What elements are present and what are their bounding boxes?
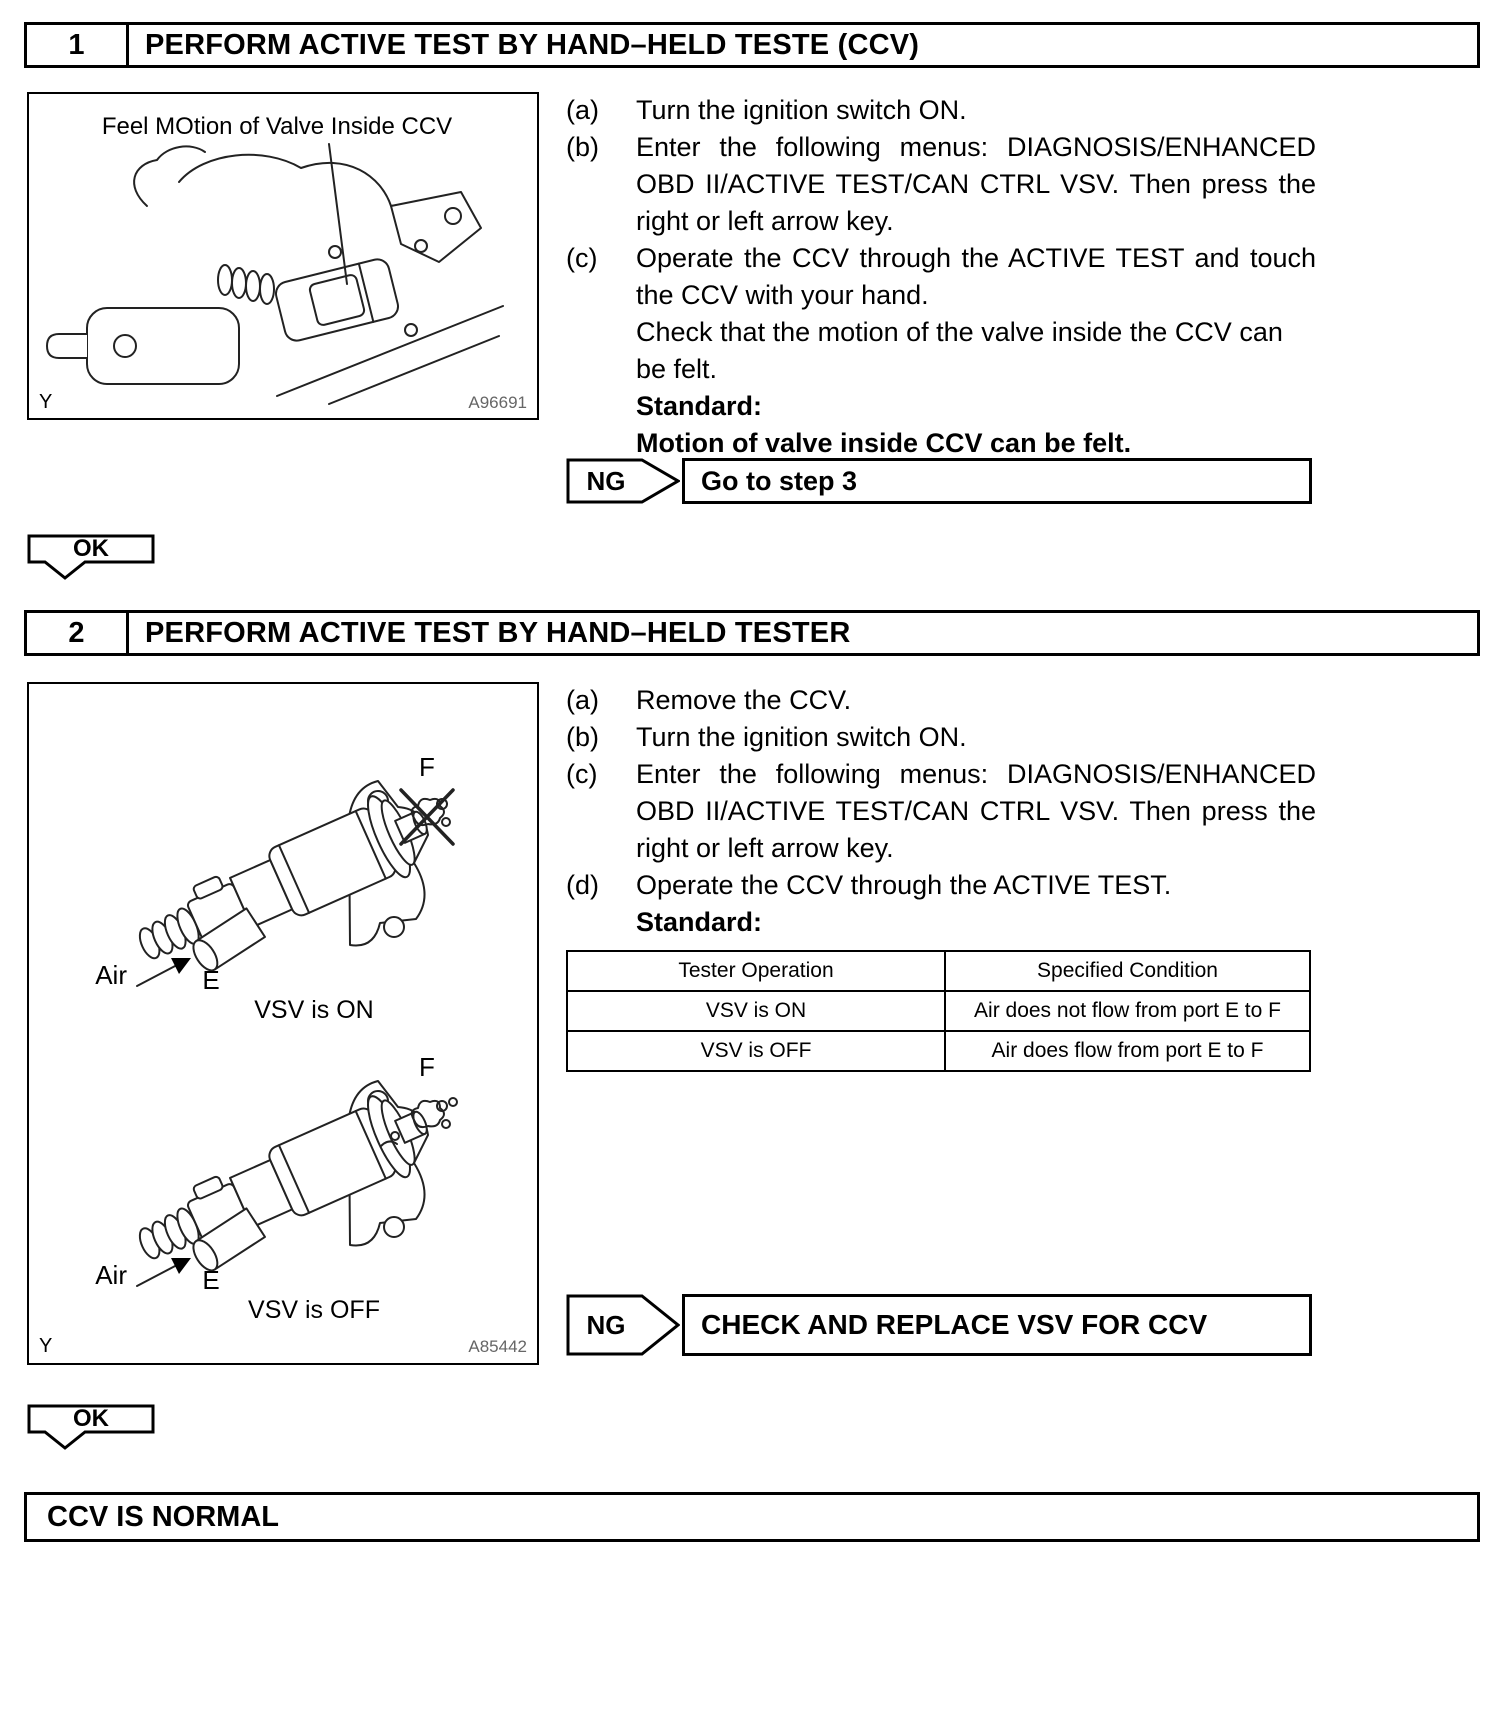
item-label: (b) — [566, 132, 599, 162]
ng-action-box: CHECK AND REPLACE VSV FOR CCV — [682, 1294, 1312, 1356]
step1-header — [24, 22, 1480, 68]
item-label: (c) — [566, 243, 598, 273]
item-text: Operate the CCV through the ACTIVE TEST. — [636, 870, 1172, 900]
ng-action-box: Go to step 3 — [682, 458, 1312, 504]
step2-title: PERFORM ACTIVE TEST BY HAND–HELD TESTER — [145, 616, 851, 649]
ok-label: OK — [73, 1405, 109, 1432]
instruction-item — [566, 867, 1316, 904]
instruction-item — [566, 682, 1316, 719]
item-text: Turn the ignition switch ON. — [636, 722, 967, 752]
table-cell: Air does not flow from port E to F — [945, 991, 1310, 1031]
ok-arrow-icon — [27, 1404, 155, 1450]
figure2-corner-label: Y — [39, 1335, 53, 1357]
item-label: (a) — [566, 95, 599, 125]
port-label-e: E — [202, 965, 220, 995]
item-label: (d) — [566, 870, 599, 900]
air-label: Air — [95, 1260, 127, 1290]
figure1-corner-label: Y — [39, 391, 53, 413]
ok-label: OK — [73, 535, 109, 562]
figure1-caption: Feel MOtion of Valve Inside CCV — [101, 113, 453, 140]
item-label: (b) — [566, 722, 599, 752]
item-text: Turn the ignition switch ON. — [636, 95, 967, 125]
ng-label: NG — [586, 1310, 626, 1340]
vsv-on-caption: VSV is ON — [254, 996, 374, 1024]
table-cell: VSV is OFF — [567, 1031, 945, 1071]
ng-connector-1 — [566, 458, 1312, 504]
standard-label: Standard: — [636, 391, 763, 421]
standard-label: Standard: — [636, 907, 763, 937]
ng-arrow-icon — [566, 458, 680, 504]
ng-label: NG — [586, 466, 626, 496]
instruction-item — [566, 92, 1316, 129]
step1-number: 1 — [27, 25, 129, 65]
step2-number: 2 — [27, 613, 129, 653]
spec-table — [566, 950, 1311, 1072]
note-text: Check that the motion of the valve inside the CCV can be felt. — [636, 317, 1283, 384]
item-label: (a) — [566, 685, 599, 715]
step2-instructions — [566, 682, 1316, 941]
port-label-f: F — [419, 1052, 435, 1082]
table-header-cell: Specified Condition — [945, 951, 1310, 991]
item-label: (c) — [566, 759, 598, 789]
ok-arrow-icon — [27, 534, 155, 580]
figure-1 — [27, 92, 539, 420]
item-text: Operate the CCV through the ACTIVE TEST and touch the CCV with your hand. — [636, 243, 1316, 310]
port-label-e: E — [202, 1265, 220, 1295]
ng-connector-2 — [566, 1294, 1312, 1356]
figure1-code: A96691 — [468, 393, 527, 412]
table-cell: Air does flow from port E to F — [945, 1031, 1310, 1071]
figure2-code: A85442 — [468, 1337, 527, 1356]
result-box — [24, 1492, 1480, 1542]
air-label: Air — [95, 960, 127, 990]
ng-arrow-icon — [566, 1294, 680, 1356]
table-header-row — [567, 951, 1310, 991]
instruction-item — [566, 756, 1316, 867]
table-header-cell: Tester Operation — [567, 951, 945, 991]
figure-2 — [27, 682, 539, 1365]
instruction-item — [566, 719, 1316, 756]
item-text: Enter the following menus: DIAGNOSIS/ENHANCED OBD II/ACTIVE TEST/CAN CTRL VSV. Then press the right or left arrow key. — [636, 759, 1316, 863]
ccv-illustration — [29, 94, 537, 418]
port-label-f: F — [419, 752, 435, 782]
standard-value: Motion of valve inside CCV can be felt. — [636, 428, 1132, 458]
item-text: Remove the CCV. — [636, 685, 852, 715]
instruction-item — [566, 129, 1316, 240]
step2-header — [24, 610, 1480, 656]
step1-instructions — [566, 92, 1316, 462]
ok-connector-2 — [27, 1404, 155, 1455]
result-text: CCV IS NORMAL — [47, 1500, 279, 1533]
vsv-off-caption: VSV is OFF — [248, 1296, 380, 1324]
item-text: Enter the following menus: DIAGNOSIS/ENHANCED OBD II/ACTIVE TEST/CAN CTRL VSV. Then press the right or left arrow key. — [636, 132, 1316, 236]
instruction-item — [566, 240, 1316, 314]
table-cell: VSV is ON — [567, 991, 945, 1031]
ok-connector-1 — [27, 534, 155, 585]
table-row — [567, 991, 1310, 1031]
step1-title: PERFORM ACTIVE TEST BY HAND–HELD TESTE (CCV) — [145, 28, 920, 61]
table-row — [567, 1031, 1310, 1071]
vsv-illustration — [29, 684, 537, 1363]
